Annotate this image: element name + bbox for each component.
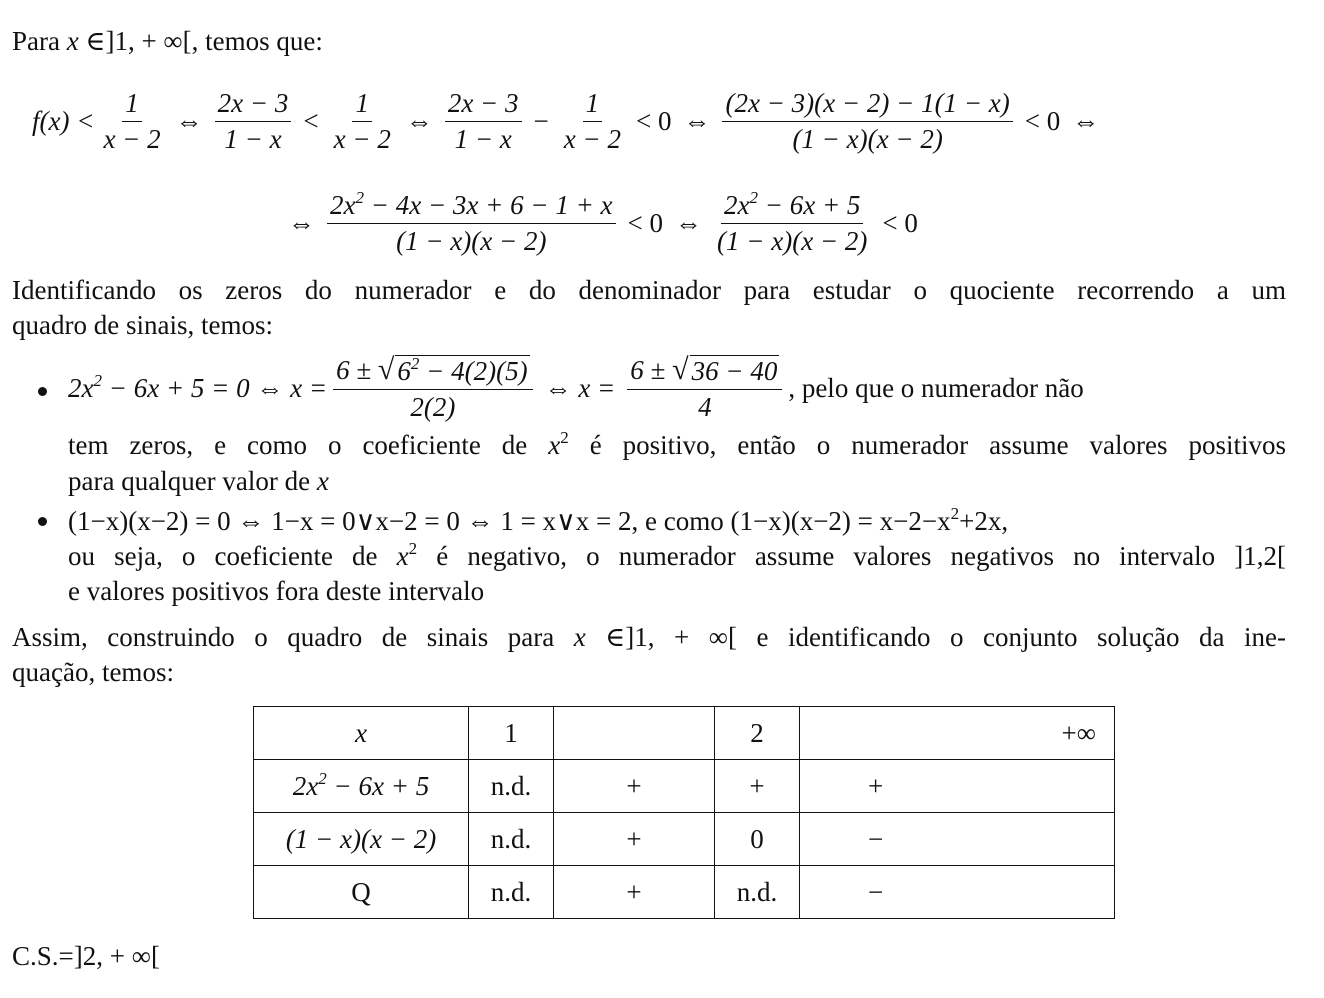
equiv-6: ⇔ [675, 207, 703, 238]
equation-step-2 [282, 188, 924, 258]
table-cell: + [715, 760, 800, 813]
paragraph-1-line-1: Identificando os zeros do numerador e do denominador para estudar o quociente recorrendo a um [12, 275, 1286, 305]
header-2: 2 [715, 707, 800, 760]
solution-set: C.S.=]2, + ∞[ [12, 941, 160, 971]
fraction-5: $\frac{1}{x - 2}$ [563, 87, 621, 154]
paragraph-2-line-1: Assim, construindo o quadro de sinais para x ∈]1, + ∞[ e identificando o conjunto solução da ine- [12, 622, 1286, 652]
table-cell: − [800, 866, 1115, 919]
row-label-numerator: $2x^2 - 6x + 5$ [254, 760, 469, 813]
fraction-4: $\frac{2x - 3}{1 - x}$ [445, 90, 522, 153]
fraction-2: $\frac{2x - 3}{1 - x}$ [215, 90, 292, 153]
table-cell: n.d. [469, 813, 554, 866]
table-cell: 0 [715, 813, 800, 866]
table-row [254, 813, 1115, 866]
bullet-2-line-2: ou seja, o coeficiente de $x^2$ é negativo, o numerador assume valores negativos no intervalo ]1,2[ [68, 539, 1286, 571]
bullet-1-tail: , pelo que o numerador não [788, 372, 1084, 403]
less-zero-4: < 0 [882, 207, 918, 238]
table-cell: + [554, 813, 715, 866]
table-row [254, 866, 1115, 919]
less-zero-1: < 0 [636, 105, 672, 136]
bullet-2-icon [38, 517, 47, 526]
less-zero-3: < 0 [627, 207, 664, 238]
header-infinity: +∞ [800, 707, 1115, 760]
bullet-2-line-1: (1−x)(x−2) = 0 ⇔ 1−x = 0∨x−2 = 0 ⇔ 1 = x∨x = 2, e como $(1-x)(x-2) = x-2-x^2+2x$, [68, 504, 1009, 536]
header-1: 1 [469, 707, 554, 760]
minus-1: − [533, 105, 549, 136]
table-cell: n.d. [715, 866, 800, 919]
equation-step-1 [32, 86, 1105, 156]
bullet-1-line-3: para qualquer valor de x [68, 466, 329, 496]
intro-prefix: Para [12, 26, 60, 56]
table-cell: + [554, 866, 715, 919]
table-row [254, 760, 1115, 813]
intro-suffix: , temos que: [191, 26, 323, 56]
sign-table [253, 706, 1115, 919]
equiv-5: ⇔ [288, 207, 315, 238]
fraction-8: $\frac{2x^2 - 6x + 5}{(1 - x)(x - 2)}$ [717, 187, 868, 256]
intro-var: x [66, 26, 79, 56]
paragraph-1-line-2: quadro de sinais, temos: [12, 310, 273, 340]
less-than-1: < [303, 105, 319, 136]
equiv-3: ⇔ [683, 105, 711, 136]
step1-lhs: f(x) < [32, 105, 95, 136]
fraction-3: $\frac{1}{x - 2}$ [333, 87, 391, 154]
table-cell: n.d. [469, 760, 554, 813]
intro-line [12, 28, 323, 55]
quadratic-formula-1: 6 ± √ $6^2 - 4(2)(5)$ 2(2) [333, 355, 532, 421]
intro-interval: ∈]1, + ∞[ [85, 26, 192, 56]
quadratic-formula-2: 6 ± √ 36 − 40 4 [627, 355, 782, 421]
fraction-6: $\frac{(2x - 3)(x - 2) - 1(1 - x)}{(1 - x)(x - 2)}$ [722, 90, 1012, 153]
bullet-1-line-2: tem zeros, e como o coeficiente de $x^2$ é positivo, então o numerador assume valores positivos [68, 428, 1286, 460]
bullet-1-icon [38, 387, 47, 396]
table-cell: + [554, 760, 715, 813]
fraction-7: $\frac{2x^2 - 4x - 3x + 6 - 1 + x}{(1 - x)(x - 2)}$ [327, 192, 616, 255]
table-cell: + [800, 760, 1115, 813]
table-header-row [254, 707, 1115, 760]
equiv-2: ⇔ [405, 105, 433, 136]
table-cell: n.d. [469, 866, 554, 919]
bullet-2-line-3: e valores positivos fora deste intervalo [68, 576, 485, 606]
header-gap [554, 707, 715, 760]
row-label-quotient: Q [254, 866, 469, 919]
header-x: x [254, 707, 469, 760]
fraction-1: $\frac{1}{x - 2}$ [103, 87, 161, 154]
bullet-1-line-1: $2x^2 - 6x + 5 = 0$ ⇔ x = 6 ± √ $6^2 - 4(2)(5)$ 2(2) ⇔ x = 6 ± √ 36 − 40 4 , pelo que o numerador não [68, 353, 1084, 422]
table-cell: − [800, 813, 1115, 866]
equiv-1: ⇔ [175, 105, 203, 136]
row-label-denominator: (1 − x)(x − 2) [254, 813, 469, 866]
equiv-4: ⇔ [1072, 105, 1100, 136]
less-zero-2: < 0 [1024, 105, 1061, 136]
paragraph-2-line-2: quação, temos: [12, 657, 174, 687]
